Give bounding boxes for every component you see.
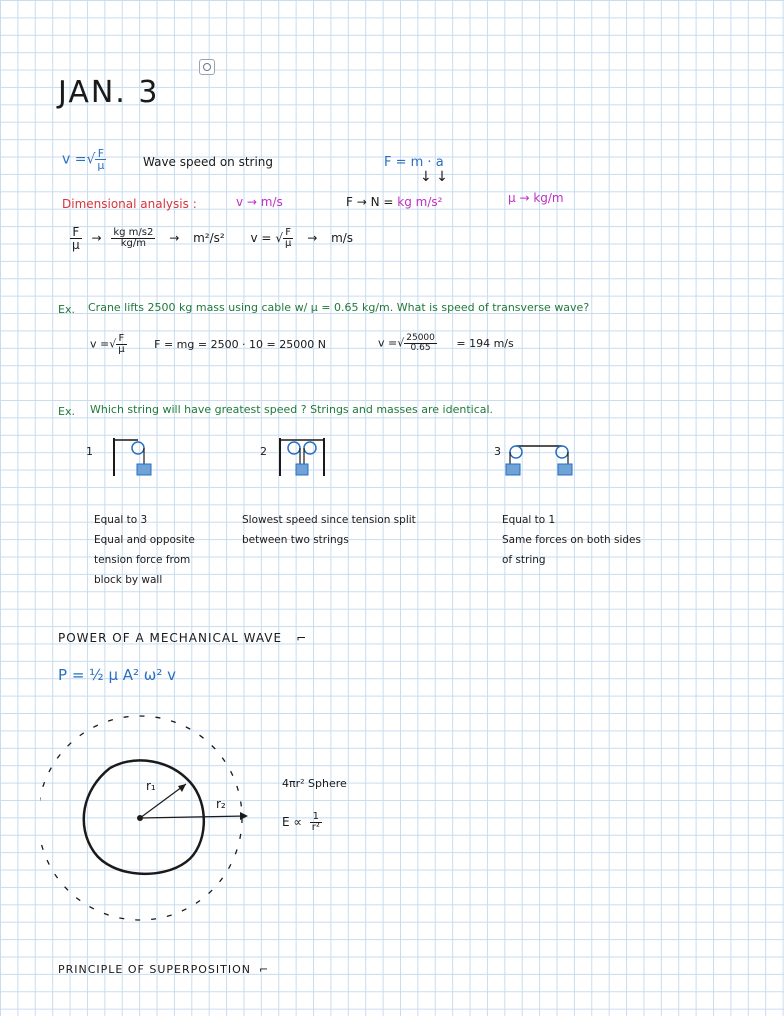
lasso-icon[interactable] (199, 59, 215, 75)
diagram2-number: 2 (260, 445, 267, 458)
page-date: JAN. 3 (58, 75, 160, 110)
sphere-diagram (40, 712, 272, 928)
diagram3-two-masses (504, 440, 574, 480)
diagram2-two-walls (276, 436, 328, 478)
diagram1-wall-pulley (108, 436, 158, 478)
diagram2-explanation: Slowest speed since tension split between two strings (242, 514, 416, 546)
diagram1-number: 1 (86, 445, 93, 458)
example1-question: Crane lifts 2500 kg mass using cable w/ μ = 0.65 kg/m. What is speed of transverse wave? (88, 301, 590, 314)
diagram3-number: 3 (494, 445, 501, 458)
mu-unit: μ → kg/m (508, 191, 564, 205)
diagram1-explanation: Equal to 3 Equal and opposite tension force from block by wall (94, 514, 195, 586)
wave-speed-label: Wave speed on string (143, 155, 274, 169)
newton-second-law: F = m · a (384, 155, 444, 170)
radius-r2-label: r₂ (216, 797, 226, 811)
radius-r1-label: r₁ (146, 779, 156, 793)
sphere-area-label: 4πr² Sphere (282, 777, 347, 790)
energy-proportion: E ∝ $\frac{1}{\text{r²}}$ (282, 811, 320, 833)
diagram3-explanation: Equal to 1 Same forces on both sides of string (502, 514, 641, 566)
power-heading: POWER OF A MECHANICAL WAVE ⌐ (58, 631, 308, 645)
wave-speed-formula: v =√ $\frac{F}{\mu}$ (62, 147, 105, 172)
example1-prefix: Ex. (58, 303, 75, 316)
superposition-heading: PRINCIPLE OF SUPERPOSITION ⌐ (58, 963, 270, 976)
example1-working: v =√ $\frac{F}{\mu}$ F = mg = 2500 · 10 = 25000 N (90, 333, 326, 355)
dimensional-analysis-label: Dimensional analysis : (62, 197, 197, 211)
example2-prefix: Ex. (58, 405, 75, 418)
power-formula: P = ½ μ A² ω² v (58, 666, 177, 684)
example1-answer: v =√ $\frac{25000}{0.65}$ = 194 m/s (378, 333, 514, 353)
velocity-unit: v → m/s (236, 195, 283, 209)
force-unit: F → N = kg m/s² (346, 195, 443, 209)
example2-question: Which string will have greatest speed ? Strings and masses are identical. (90, 403, 494, 416)
newton-arrows: ↓ ↓ (420, 169, 448, 185)
unit-derivation: $\frac{F}{\mu}$ → $\frac{\text{kg m/s2}}{kg/m}$ → m²/s² v = √ $\frac{F}{\mu}$ → m/s (72, 225, 354, 252)
